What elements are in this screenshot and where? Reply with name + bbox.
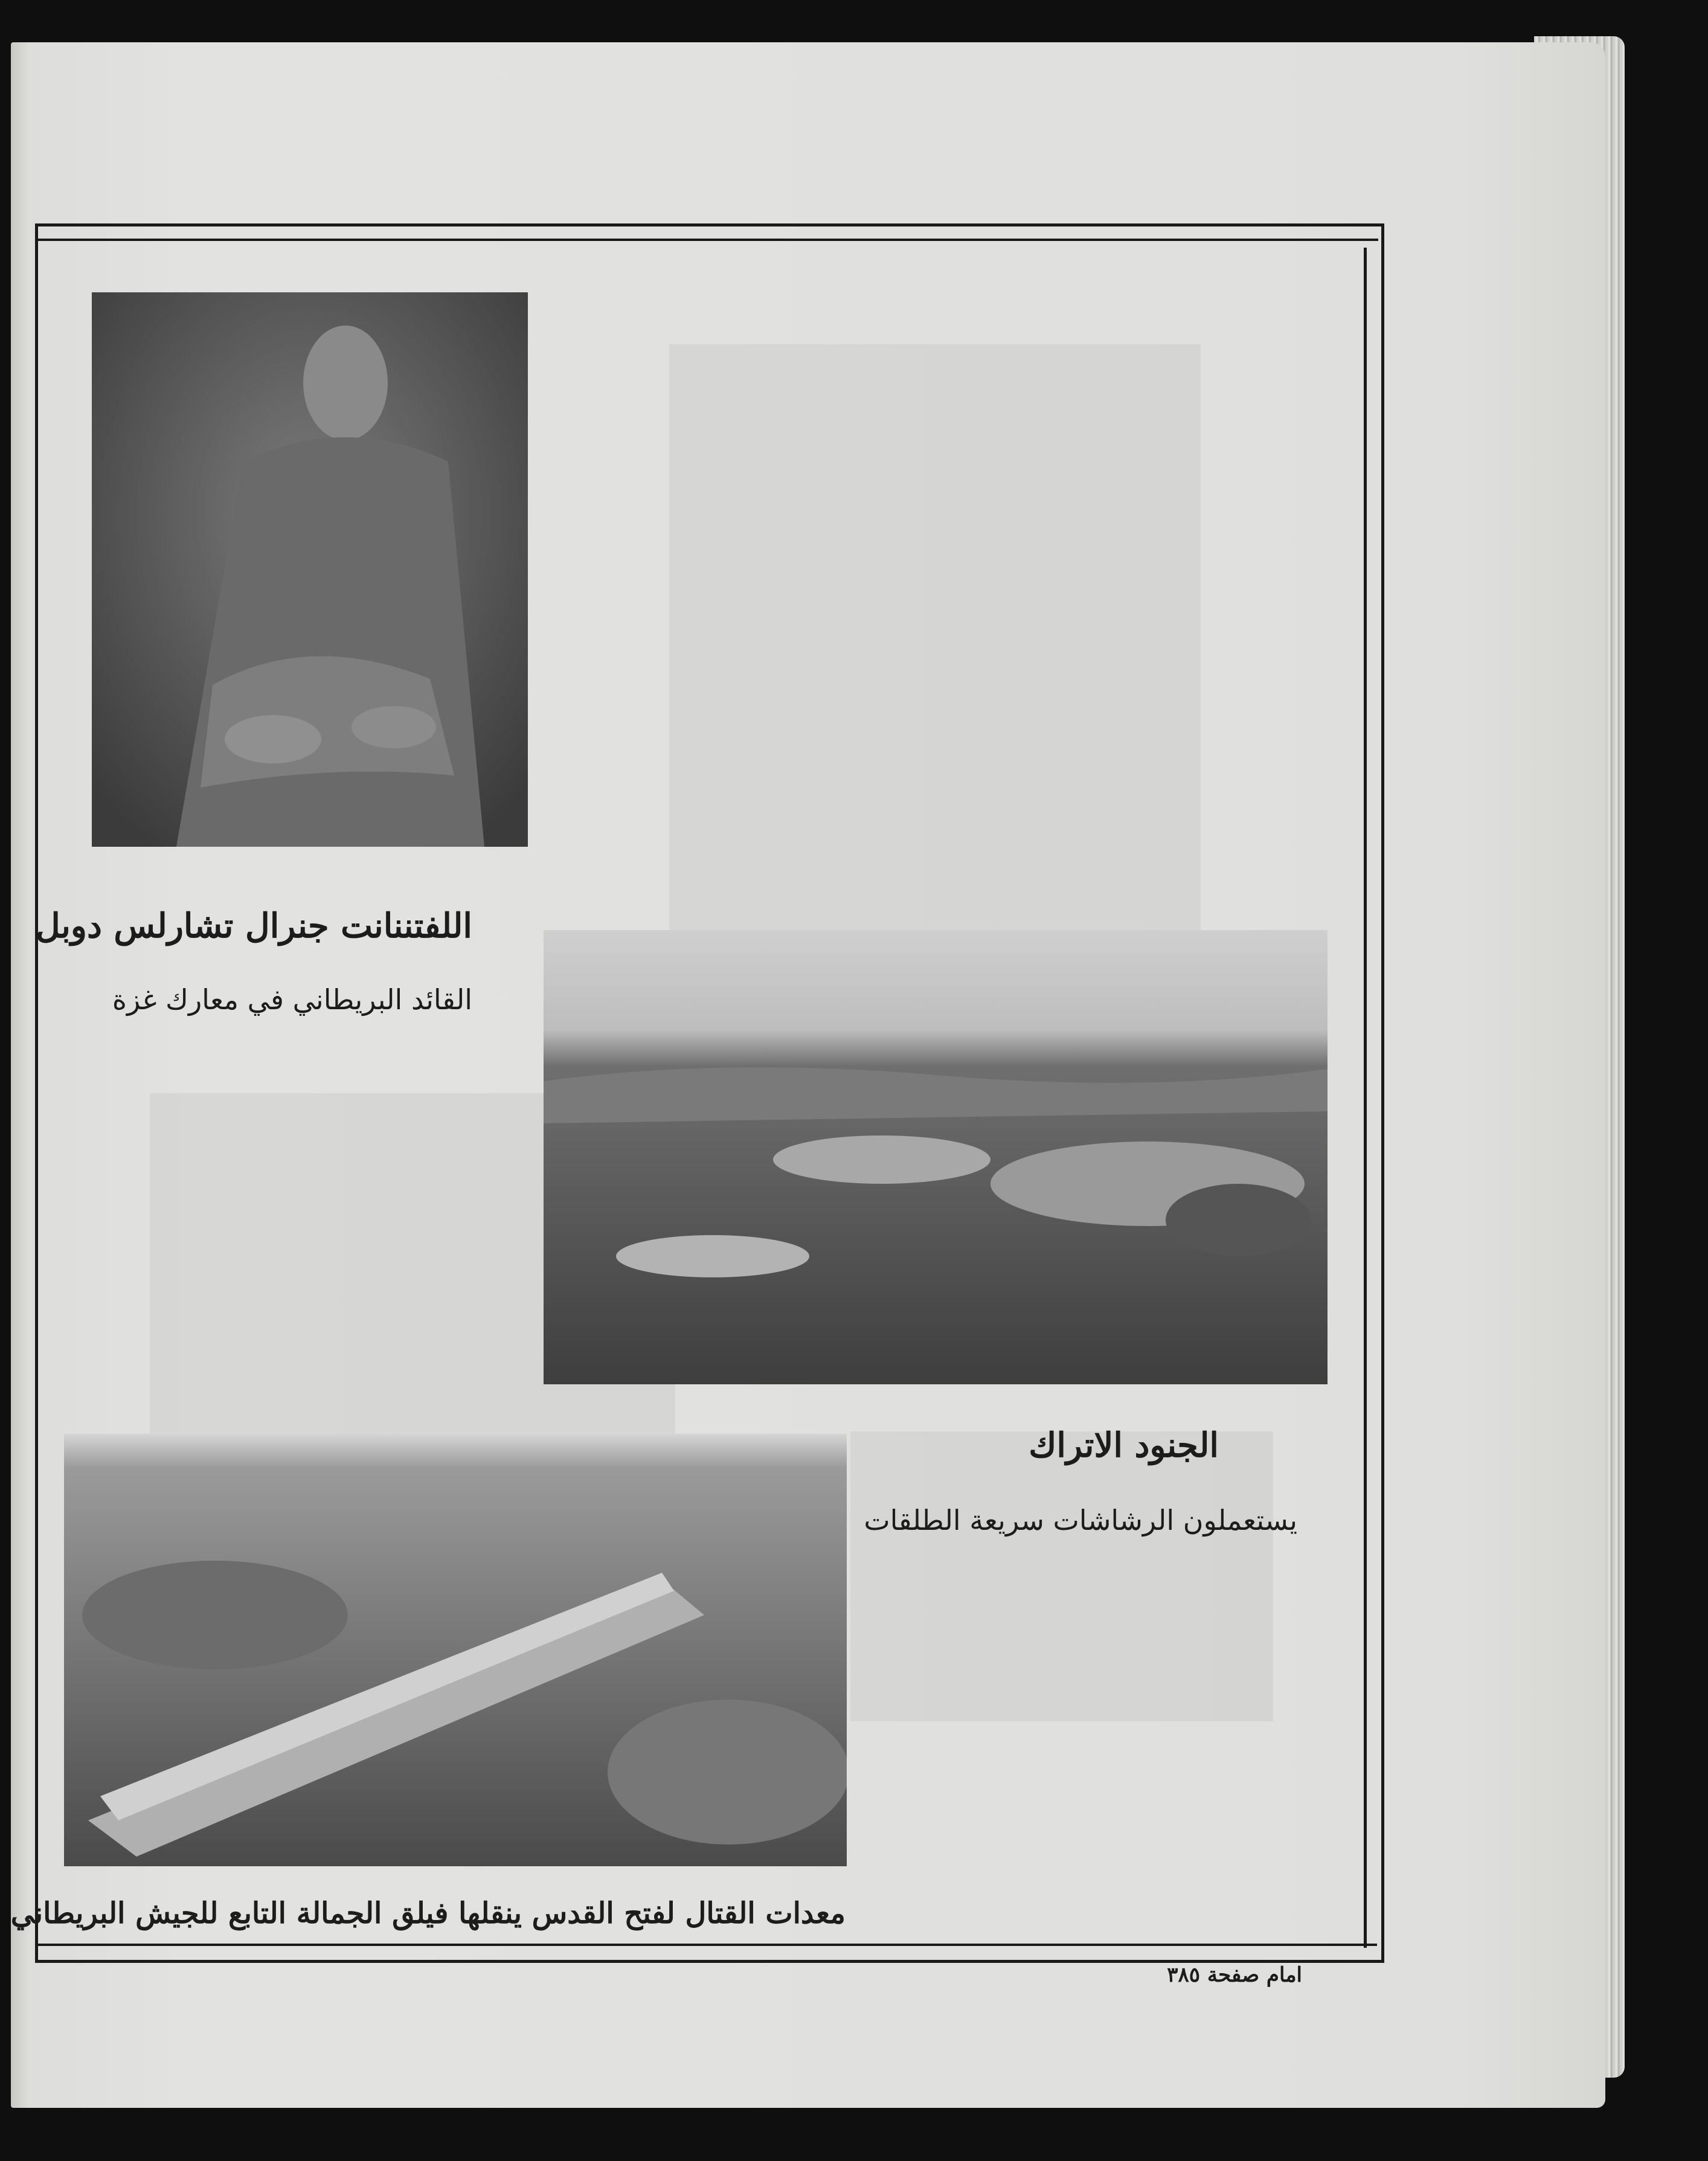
portrait-photo — [92, 292, 528, 847]
soldiers-title: الجنود الاتراك — [1029, 1425, 1219, 1465]
camel-convoy-caption: معدات القتال لفتح القدس ينقلها فيلق الجمالة التابع للجيش البريطاني — [10, 1896, 846, 1930]
soldiers-image — [544, 930, 1328, 1384]
portrait-image — [92, 292, 528, 847]
frame-rule-bottom — [36, 1944, 1377, 1946]
page-reference: امام صفحة ٣٨٥ — [1167, 1963, 1302, 1987]
portrait-subtitle: القائد البريطاني في معارك غزة — [112, 983, 472, 1016]
camel-convoy-image — [64, 1434, 847, 1866]
frame-rule-top — [36, 239, 1378, 241]
frame-rule-right — [1364, 248, 1367, 1948]
soldiers-photo — [544, 930, 1328, 1384]
portrait-title: اللفتننانت جنرال تشارلس دوبل — [35, 906, 472, 946]
soldiers-subtitle: يستعملون الرشاشات سريعة الطلقات — [864, 1504, 1297, 1536]
camel-convoy-photo — [64, 1434, 847, 1866]
